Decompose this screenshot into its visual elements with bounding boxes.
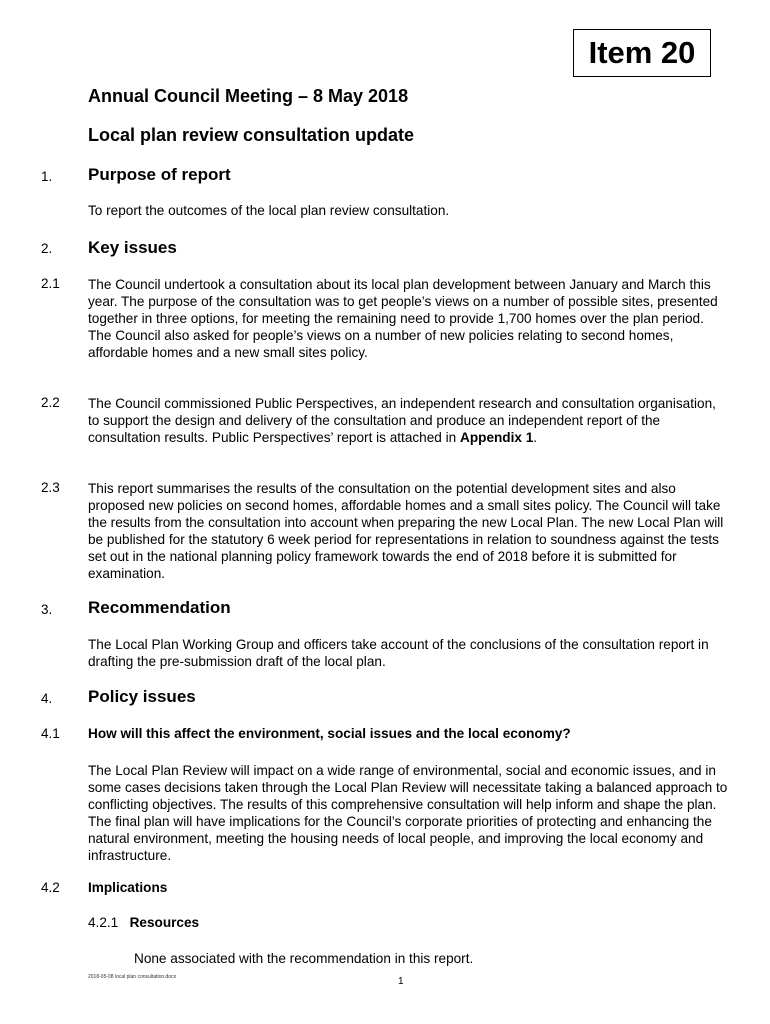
implications-heading: Implications (88, 880, 168, 895)
resources-text: None associated with the recommendation in this report. (134, 951, 474, 966)
resources-heading: Resources (129, 915, 200, 930)
subsection-number: 4.2.1 (88, 915, 119, 930)
paragraph-number: 4.1 (41, 726, 60, 741)
appendix-reference: Appendix 1 (460, 430, 534, 445)
recommendation-text: The Local Plan Working Group and officers take account of the conclusions of the consultation report in drafting the pre-submission draft of the local plan. (88, 637, 709, 669)
section-number: 3. (41, 602, 53, 617)
page-number: 1 (398, 976, 404, 987)
paragraph-number: 2.2 (41, 395, 60, 410)
section-number: 1. (41, 169, 53, 184)
section-heading-key-issues: Key issues (88, 238, 177, 257)
paragraph-number: 4.2 (41, 880, 60, 895)
section-heading-recommendation: Recommendation (88, 598, 231, 617)
paragraph-4-1-text: The Local Plan Review will impact on a wide range of environmental, social and economic issues, and in some cases decisions taken through the Local Plan Review will necessitate taking a balanced approach to conflicting objectives. The results of this comprehensive consultation will help inform and shape the plan. The final plan will have implications for the Council’s corporate priorities of protecting and enhancing the natural environment, meeting the housing needs of local people, and improving the local economy and infrastructure. (88, 763, 728, 863)
report-title: Local plan review consultation update (88, 125, 415, 145)
paragraph-number: 2.1 (41, 276, 60, 291)
item-label: Item 20 (588, 35, 696, 70)
paragraph-number: 2.3 (41, 480, 60, 495)
paragraph-2-2 (88, 395, 728, 446)
meeting-title: Annual Council Meeting – 8 May 2018 (88, 86, 409, 106)
item-number-box (573, 29, 711, 77)
section-number: 4. (41, 691, 53, 706)
purpose-text: To report the outcomes of the local plan review consultation. (88, 203, 450, 218)
paragraph-2-2-end: . (533, 430, 538, 445)
section-heading-policy-issues: Policy issues (88, 687, 196, 706)
footer-filename: 2018-05-08 local plan consultation.docx (88, 974, 177, 980)
paragraph-4-1-question: How will this affect the environment, social issues and the local economy? (88, 726, 571, 741)
subsection-4-2-1 (88, 914, 728, 931)
paragraph-2-1: The Council undertook a consultation about its local plan development between January and March this year. The purpose of the consultation was to get people’s views on a number of possible sites, presented together in three options, for meeting the remaining need to provide 1,700 homes over the plan period. The Council also asked for people’s views on a number of new policies relating to second homes, affordable homes and a new small sites policy. (88, 277, 718, 360)
section-heading-purpose: Purpose of report (88, 165, 231, 184)
paragraph-2-3: This report summarises the results of the consultation on the potential development sites and also proposed new policies on second homes, affordable homes and a small sites policy. The Council will take the results from the consultation into account when preparing the new Local Plan. The new Local Plan will be published for the statutory 6 week period for representations in relation to soundness against the tests set out in the national planning policy framework towards the end of 2018 before it is submitted for examination. (88, 481, 724, 581)
section-number: 2. (41, 241, 53, 256)
paragraph-2-2-text: The Council commissioned Public Perspectives, an independent research and consultation organisation, to support the design and delivery of the consultation and produce an independent report of the consultation results. Public Perspectives’ report is attached in (88, 396, 716, 445)
